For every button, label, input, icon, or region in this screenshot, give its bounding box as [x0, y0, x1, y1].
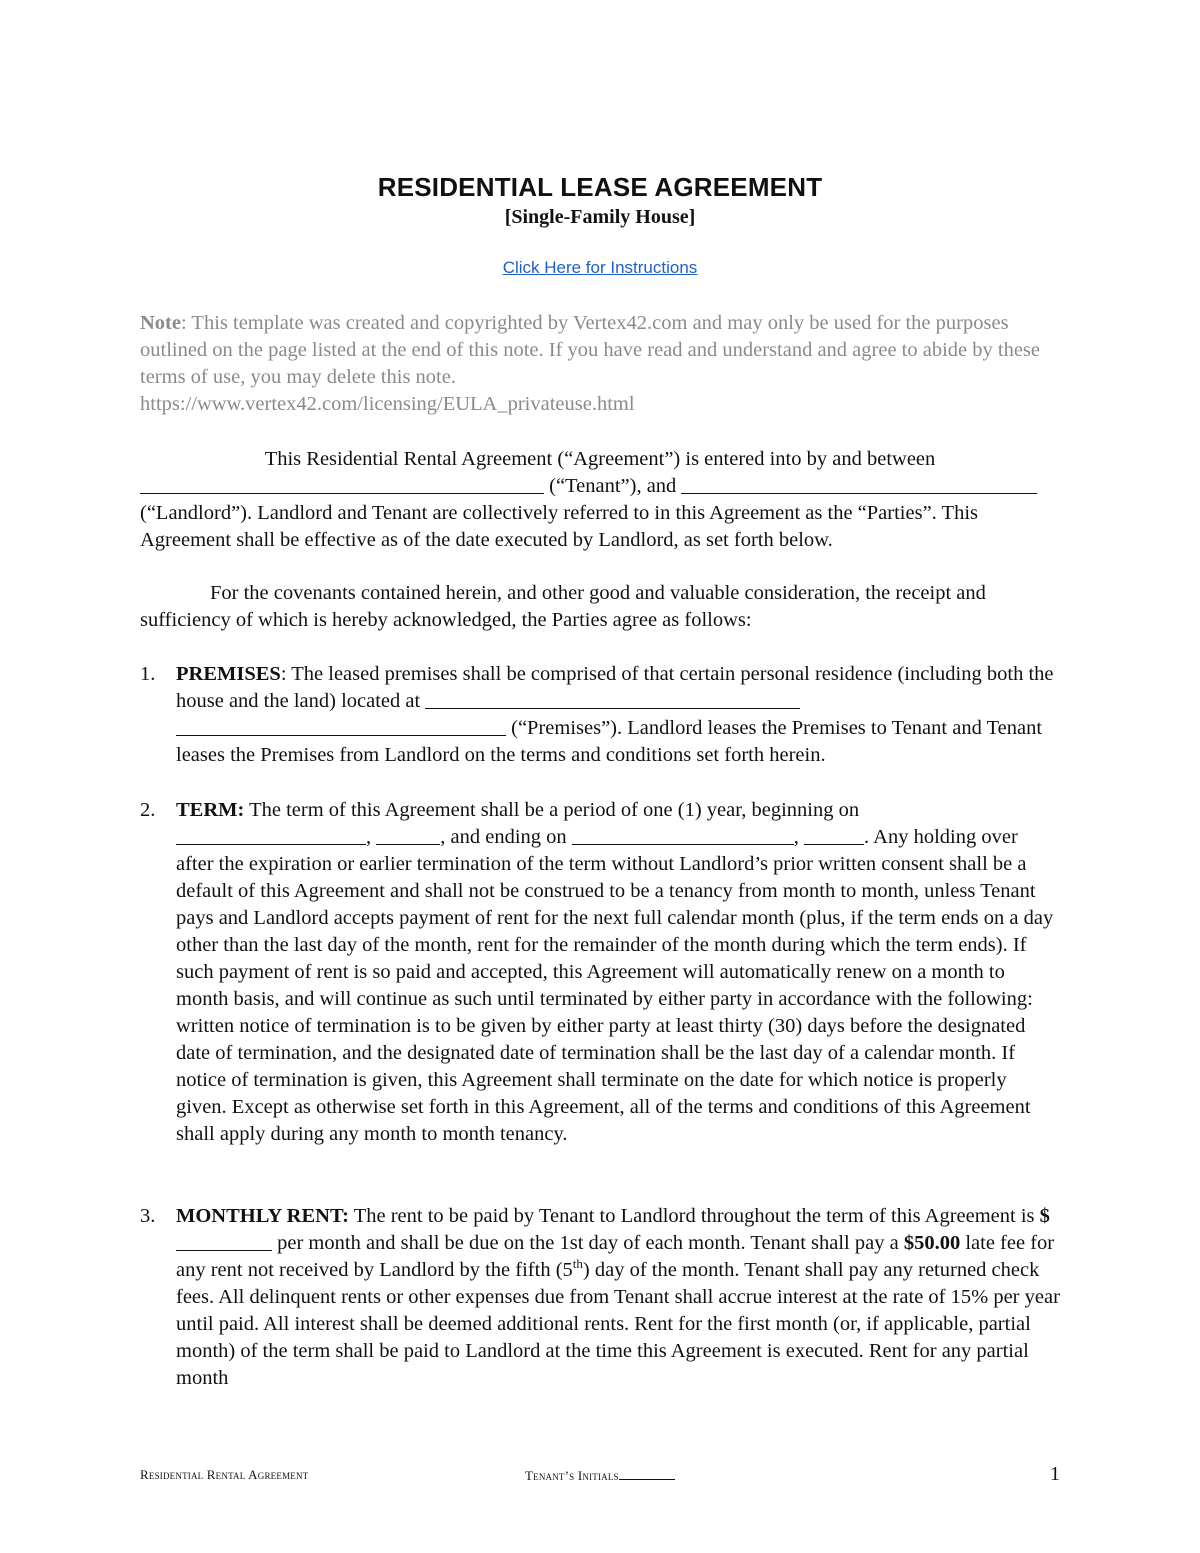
landlord-name-blank[interactable] [681, 473, 1037, 494]
term-text-3: , and ending on [440, 826, 572, 848]
rent-text-2: per month and shall be due on the 1st day of each month. Tenant shall pay a [272, 1232, 904, 1254]
term-start-date-blank[interactable] [176, 824, 366, 845]
section-premises [140, 661, 1060, 769]
late-fee-amount: $50.00 [903, 1232, 961, 1254]
section-heading: MONTHLY RENT: [176, 1205, 349, 1227]
footer-initials-label: Tenant’s Initials [525, 1468, 619, 1483]
intro-paragraph [140, 446, 1060, 554]
document-title: RESIDENTIAL LEASE AGREEMENT [377, 172, 823, 202]
term-start-year-blank[interactable] [376, 824, 440, 845]
intro-tenant-label: (“Tenant”), and [544, 475, 682, 497]
intro-line-3: (“Landlord”). Landlord and Tenant are collectively referred to in this Agreement as the “Parties”. This Agreement shall be effective as of the date executed by Landlord, as set forth below. [140, 502, 978, 551]
term-end-date-blank[interactable] [572, 824, 794, 845]
instructions-link[interactable]: Click Here for Instructions [502, 258, 698, 277]
copyright-note [140, 310, 1060, 418]
premises-text-1: : The leased premises shall be comprised of that certain personal residence (including both the house and the land) located at [176, 663, 1054, 712]
page-number: 1 [1050, 1463, 1060, 1485]
premises-address-blank-2[interactable] [176, 715, 506, 736]
ordinal-suffix: th [572, 1256, 583, 1272]
section-term [140, 797, 1060, 1148]
section-number: 3. [140, 1205, 156, 1227]
section-heading: PREMISES [176, 663, 281, 685]
term-text-1: The term of this Agreement shall be a period of one (1) year, beginning on [244, 799, 860, 821]
term-separator: , [366, 826, 377, 848]
section-monthly-rent [140, 1203, 1060, 1392]
covenants-paragraph: For the covenants contained herein, and other good and valuable consideration, the receipt and sufficiency of which is hereby acknowledged, the Parties agree as follows: [140, 582, 986, 631]
note-text: : This template was created and copyrighted by Vertex42.com and may only be used for the purposes outlined on the page listed at the end of this note. If you have read and understand and agree to abide by these terms of use, you may delete this note. [140, 312, 1040, 388]
rent-text-3: late fee for any rent not received by Landlord by the fifth (5 [176, 1232, 1055, 1281]
intro-line-1: This Residential Rental Agreement (“Agreement”) is entered into by and between [264, 448, 936, 470]
rent-amount-blank[interactable] [176, 1230, 272, 1251]
note-label: Note [140, 312, 181, 334]
rent-text-4: ) day of the month. Tenant shall pay any returned check fees. All delinquent rents or other expenses due from Tenant shall accrue interest at the rate of 15% per year until paid. All interest shall be deemed additional rents. Rent for the first month (or, if applicable, partial month) of the term shall be paid to Landlord at the time this Agreement is executed. Rent for any partial month [176, 1259, 1060, 1389]
note-url[interactable]: https://www.vertex42.com/licensing/EULA_privateuse.html [140, 393, 635, 415]
intro-line-2 [140, 473, 1060, 500]
footer-initials [525, 1467, 675, 1484]
premises-text-2: (“Premises”). Landlord leases the Premises to Tenant and Tenant leases the Premises from Landlord on the terms and conditions set forth herein. [176, 717, 1043, 766]
tenant-initials-blank[interactable] [619, 1467, 675, 1480]
footer-document-name: Residential Rental Agreement [140, 1467, 309, 1482]
premises-address-blank[interactable] [425, 688, 800, 709]
term-text-5: . Any holding over after the expiration or earlier termination of the term without Landlord’s prior written consent shall be a default of this Agreement and shall not be construed to be a tenancy from month to month, unless Tenant pays and Landlord accepts payment of rent for the next full calendar month (plus, if the term ends on a day other than the last day of the month, rent for the remainder of the month during which the term ends). If such payment of rent is so paid and accepted, this Agreement will automatically renew on a month to month basis, and will continue as such until terminated by either party in accordance with the following: written notice of termination is to be given by either party at least thirty (30) days before the designated date of termination, and the designated date of termination shall be the last day of a calendar month. If notice of termination is given, this Agreement shall terminate on the date for which notice is properly given. Except as otherwise set forth in this Agreement, all of the terms and conditions of this Agreement shall apply during any month to month tenancy. [176, 826, 1054, 1145]
document-subtitle: [Single-Family House] [504, 206, 696, 228]
page-footer [140, 1463, 1060, 1491]
rent-text-1: The rent to be paid by Tenant to Landlord throughout the term of this Agreement is [348, 1205, 1040, 1227]
section-number: 2. [140, 799, 156, 821]
term-end-year-blank[interactable] [804, 824, 864, 845]
tenant-name-blank[interactable] [140, 473, 544, 494]
section-number: 1. [140, 663, 156, 685]
instructions-link-container [0, 258, 1200, 278]
section-heading: TERM: [176, 799, 245, 821]
term-separator: , [793, 826, 805, 848]
rent-dollar-sign: $ [1039, 1205, 1050, 1227]
